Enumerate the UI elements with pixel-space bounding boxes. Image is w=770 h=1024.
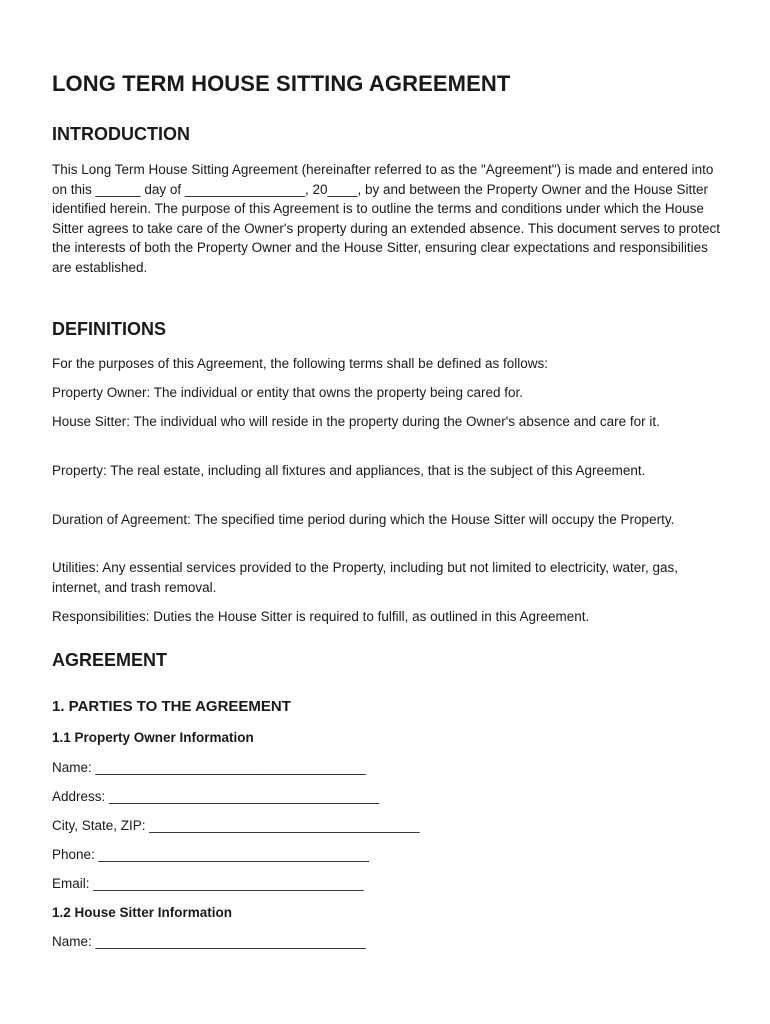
owner-email-field: Email: ____________________________________ [52, 876, 364, 891]
definition-utilities: Utilities: Any essential services provided to the Property, including but not limited to electricity, water, gas, internet, and trash removal. [52, 560, 679, 595]
agreement-heading: AGREEMENT [52, 650, 168, 670]
owner-info-heading: 1.1 Property Owner Information [52, 730, 254, 745]
definition-house-sitter: House Sitter: The individual who will reside in the property during the Owner's absence and care for it. [52, 414, 660, 429]
document-title: LONG TERM HOUSE SITTING AGREEMENT [52, 71, 511, 96]
definition-property: Property: The real estate, including all fixtures and appliances, that is the subject of this Agreement. [52, 463, 646, 478]
owner-address-field: Address: ____________________________________ [52, 789, 380, 804]
sitter-info-heading: 1.2 House Sitter Information [52, 905, 233, 920]
parties-heading: 1. PARTIES TO THE AGREEMENT [52, 698, 291, 715]
owner-city-field: City, State, ZIP: ____________________________________ [52, 818, 420, 833]
definition-duration: Duration of Agreement: The specified time period during which the House Sitter will occupy the Property. [52, 512, 675, 527]
definition-responsibilities: Responsibilities: Duties the House Sitter is required to fulfill, as outlined in this Agreement. [52, 609, 590, 624]
introduction-heading: INTRODUCTION [52, 124, 190, 144]
definitions-heading: DEFINITIONS [52, 319, 167, 339]
definitions-intro: For the purposes of this Agreement, the following terms shall be defined as follows: [52, 356, 549, 371]
owner-phone-field: Phone: ____________________________________ [52, 847, 369, 862]
sitter-name-field: Name: ____________________________________ [52, 934, 366, 949]
introduction-paragraph: This Long Term House Sitting Agreement (hereinafter referred to as the "Agreement") is made and entered into on this ______ day of ________________, 20____, by and between the Property Owner and the House Sitter identified herein. The purpose of this Agreement is to outline the terms and conditions under which the House Sitter agrees to take care of the Owner's property during an extended absence. This document serves to protect the interests of both the Property Owner and the House Sitter, ensuring clear expectations and responsibilities are established. [52, 162, 720, 275]
owner-name-field: Name: ____________________________________ [52, 760, 366, 775]
definition-property-owner: Property Owner: The individual or entity that owns the property being cared for. [52, 385, 524, 400]
